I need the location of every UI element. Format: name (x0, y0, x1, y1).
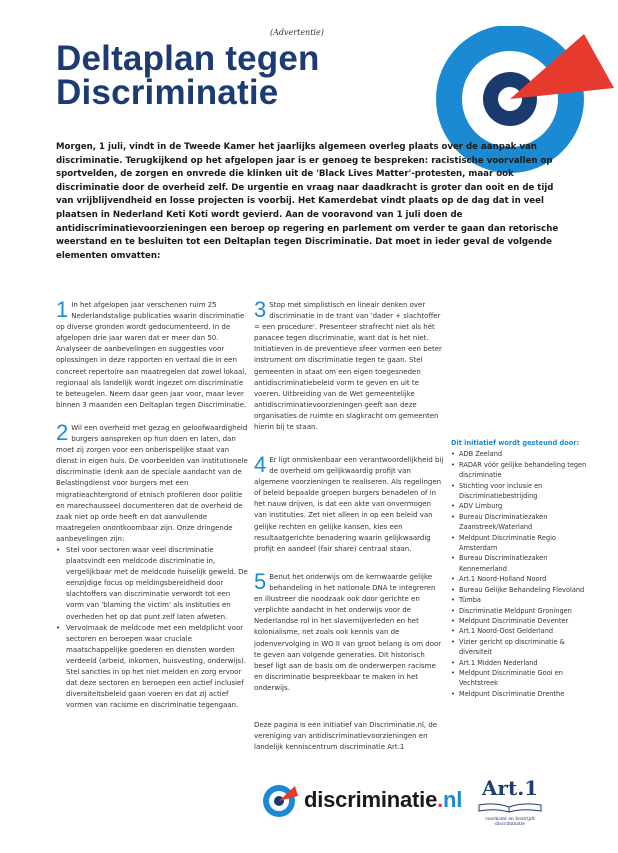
supporters-list (451, 449, 591, 699)
list-item: • Bureau Discriminatiezaken Kennemerland (451, 553, 591, 574)
point-number: 3 (254, 297, 267, 322)
point-number: 1 (56, 297, 69, 322)
headline-line-2: Discriminatie (56, 73, 279, 112)
supporters-box (451, 438, 591, 699)
list-item: • Stichting voor inclusie en Discriminatiebestrijding (451, 481, 591, 502)
list-item: • Discriminatie Meldpunt Groningen (451, 606, 591, 616)
point-text: In het afgelopen jaar verschenen ruim 25 Nederlandstalige publicaties waarin discriminatie op diverse gronden wordt gedocumenteerd. In de afgelopen drie jaar waren dat er meer dan 50. Analyseer de aanbevelingen en suggesties voor oplossingen in deze rapporten en vertaal die in een concreet repertoire aan maatregelen dat zowel lokaal, regionaal als landelijk wordt ingezet om discriminatie te beteugelen. Neem daar geen jaar voor, maar lever binnen 3 maanden een Deltaplan tegen Discriminatie. (56, 301, 247, 409)
discriminatie-nl-logo (262, 782, 462, 818)
headline (56, 39, 416, 112)
point-2-bullets (56, 545, 249, 711)
open-book-icon (475, 803, 545, 813)
column-middle (254, 297, 444, 433)
point-text: Wil een overheid met gezag en geloofwaardigheid burgers aanspreken op hun doen en laten, dan moet zij zorgen voor een onberispelijke staat van dienst in eigen huis. De voorbeelden van institutionele discriminatie (denk aan de speciale aandacht van de Belastingdienst voor burgers met een migratieachtergrond of etnisch profileren door politie en marechaussee) documenteren dat de overheid de zaak niet op orde heeft en dat aanvullende maatregelen onontkoombaar zijn. Onze dringende aanbevelingen zijn: (56, 423, 248, 543)
list-item: • Art.1 Midden Nederland (451, 658, 591, 668)
supporters-title: Dit initiatief wordt gesteund door: (451, 439, 580, 447)
list-item: • Bureau Discriminatiezaken Zaanstreek/Waterland (451, 512, 591, 533)
brand-name (304, 787, 462, 813)
list-item: • ADB Zeeland (451, 449, 591, 459)
art1-subtitle: voorkomt en bestrijdt discriminatie (485, 817, 535, 827)
point-text: Benut het onderwijs om de kernwaarde gelijke behandeling in het nationale DNA te integreren en illustreer die noodzaak ook door gerichte en verplichte aandacht in het onderwijs voor de Nederlandse rol in het slavernijverleden en het kolonialisme, net zoals ook kennis van de jodenvervolging in WO II van groot belang is om door te geven aan volgende generaties. Dit historisch besef ligt aan de basis om de onderwerpen racisme en discriminatie bespreekbaar te maken in het onderwijs. (254, 573, 442, 692)
brand-dot: . (437, 787, 444, 812)
list-item: • Meldpunt Discriminatie Gooi en Vechtstreek (451, 668, 591, 689)
headline-line-1: Deltaplan tegen (56, 39, 320, 78)
point-5 (254, 569, 444, 694)
list-item: • RADAR vóór gelijke behandeling tegen discriminatie (451, 460, 591, 481)
point-4 (254, 452, 444, 555)
intro-paragraph: Morgen, 1 juli, vindt in de Tweede Kamer het jaarlijks algemeen overleg plaats over de aanpak van discriminatie. Terugkijkend op het afgelopen jaar is er genoeg te bespreken: racistische voorvallen op sportvelden, de zorgen en onvrede die klinken uit de 'Black Lives Matter'-protesten, maar ook discriminatie door de overheid zelf. De urgentie en vraag naar daadkracht is groter dan ooit en de tijd van vrijblijvendheid en losse projecten is voorbij. Het Kamerdebat vindt plaats op de dag dat in veel plaatsen in Nederland Keti Koti wordt gevierd. Aan de vooravond van 1 juli doen de antidiscriminatievoorzieningen een beroep op regering en parlement om verder te gaan dan retorische weerstand en te besluiten tot een Deltaplan tegen Discriminatie. Dat moet in ieder geval de volgende elementen omvatten: (56, 142, 559, 261)
list-item: • Art.1 Noord-Holland Noord (451, 574, 591, 584)
list-item: • Meldpunt Discriminatie Drenthe (451, 689, 591, 699)
point-text: Stop met simplistisch en lineair denken over discriminatie in de trant van 'dader + slachtoffer = een procedure'. Presenteer strafrecht niet als hét panacee tegen discriminatie, want dat is het niet. Initiatieven in de preventieve sfeer vormen een beter instrument om discriminatie tegen te gaan. Stel gemeenten in staat om een eigen toegesneden antidiscriminatiebeleid vorm te geven en uit te voeren. Uitbreiding van de Wet gemeentelijke antidiscriminatievoorzieningen geeft aan deze organisaties de ruimte en slagkracht om gemeenten hierin bij te staan. (254, 301, 442, 432)
target-icon (262, 782, 298, 818)
point-number: 5 (254, 569, 267, 594)
list-item: • Vervolmaak de meldcode met een meldplicht voor sectoren en beroepen waar cruciale maatschappelijke goederen en diensten worden verdeeld (arbeid, inkomen, huisvesting, onderwijs). Stel sancties in op het niet melden en zorg ervoor dat deze sectoren en beroepen een actief inclusief diversiteitsbeleid gaan voeren en dat zij actief vormen van racisme en discriminatie tegengaan. (56, 623, 249, 712)
list-item: • ADV Limburg (451, 501, 591, 511)
advertisement-label: (Advertentie) (270, 28, 324, 37)
initiative-footnote: Deze pagina is een initiatief van Discriminatie.nl, de vereniging van antidiscriminatievoorzieningen en landelijk kenniscentrum discriminatie Art.1 (254, 721, 438, 752)
column-left (56, 297, 249, 711)
point-text: Er ligt onmiskenbaar een verantwoordelijkheid bij de overheid om gelijkwaardig profijt van algemene voorzieningen te realiseren. Als regelingen of beleid bepaalde groepen burgers benadelen of in het nauw drijven, is dat een akte van onvermogen van instituties. Zet niet alleen in op een beleid van gelijke rechten en gelijke kansen, kies een resultaatgerichte benadering waarin gelijkwaardig profijt en aandeel (fair share) centraal staan. (254, 456, 444, 553)
list-item: • Vizier gericht op discriminatie & diversiteit (451, 637, 591, 658)
art1-logo (470, 778, 550, 827)
point-3 (254, 297, 444, 433)
point-number: 2 (56, 419, 69, 445)
art1-name: Art.1 (481, 776, 539, 800)
list-item: • Bureau Gelijke Behandeling Flevoland (451, 585, 591, 595)
list-item: • Art.1 Noord-Oost Gelderland (451, 626, 591, 636)
list-item: • Stel voor sectoren waar veel discriminatie plaatsvindt een meldcode discriminatie in, vergelijkbaar met de meldcode huiselijk geweld. De eenzijdige focus op meldingsbereidheid door slachtoffers van discriminatie verwordt tot een vorm van 'blaming the victim' als instituties en overheden het op dat punt zelf laten afweten. (56, 545, 249, 623)
list-item: • Tümba (451, 595, 591, 605)
brand-tld: nl (443, 787, 463, 812)
list-item: • Meldpunt Discriminatie Regio Amsterdam (451, 533, 591, 554)
point-1 (56, 297, 249, 411)
list-item: • Meldpunt Discriminatie Deventer (451, 616, 591, 626)
brand-domain: discriminatie (304, 787, 438, 812)
point-2 (56, 419, 249, 711)
point-number: 4 (254, 452, 267, 477)
